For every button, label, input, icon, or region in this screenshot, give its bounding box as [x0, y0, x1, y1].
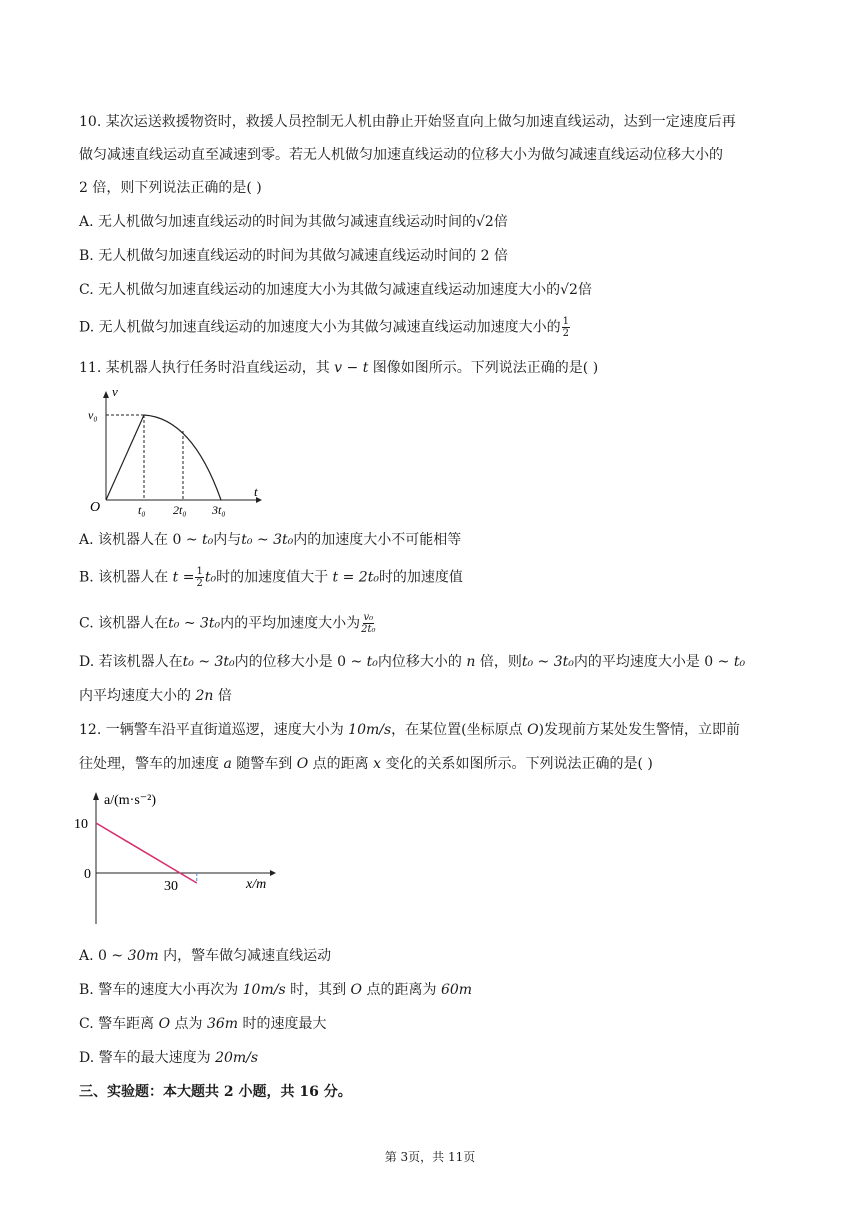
math: t₀ ~ 3t₀	[521, 654, 574, 670]
q12-c-text2: 点为	[170, 1016, 207, 1032]
y-axis-arrow	[103, 391, 109, 398]
math: t₀ ~ 3t₀	[241, 532, 294, 548]
math: 10m/s	[348, 722, 392, 738]
math: t₀	[366, 654, 378, 670]
math: 2n	[195, 688, 214, 704]
math: O	[527, 722, 539, 738]
math: t =	[172, 569, 195, 586]
q11-c-text1: C. 该机器人在	[79, 615, 169, 632]
q10-option-b: B. 无人机做匀加速直线运动的时间为其做匀减速直线运动时间的 2 倍	[79, 248, 508, 264]
q11-stem	[79, 358, 598, 378]
q12-stem-text2: ，在某位置(坐标原点	[391, 722, 528, 738]
q11-a-text1: A. 该机器人在 0 ~	[79, 532, 202, 548]
q12-d-text1: D. 警车的最大速度为	[79, 1050, 216, 1066]
q11-d-text4: 倍，则	[475, 654, 522, 670]
math: O	[158, 1016, 171, 1032]
q11-d-text2: 内的位移大小是 0 ~	[234, 654, 367, 670]
fraction-denominator: 2t₀	[361, 624, 376, 635]
math: t₀	[202, 532, 214, 548]
math: t₀ ~ 3t₀	[168, 615, 221, 632]
q11-d-text5: 内的平均速度大小是 0 ~	[573, 654, 734, 670]
math: O	[350, 982, 363, 998]
q11-c-text2: 内的平均加速度大小为	[220, 615, 361, 632]
q10-option-d	[79, 316, 571, 339]
q10-option-a-text: A. 无人机做匀加速直线运动的时间为其做匀减速直线运动时间的	[79, 214, 477, 230]
q10-option-a	[79, 212, 508, 232]
q12-option-d	[79, 1048, 258, 1068]
q12-option-b	[79, 980, 472, 1000]
q12-b-text3: 点的距离为	[362, 982, 441, 998]
fraction	[562, 316, 570, 339]
q11-d-text1: D. 若该机器人在	[79, 654, 183, 670]
t-tick-2t0: 2t₀	[173, 503, 187, 517]
fraction	[361, 612, 375, 635]
y-axis-arrow	[93, 792, 99, 800]
q11-a-text2: 内与	[213, 532, 242, 548]
y-tick-0: 0	[84, 867, 91, 882]
page-footer: 第 3页，共 11页	[384, 1150, 476, 1164]
x-tick-30: 30	[164, 879, 178, 894]
q10-stem-line2: 做匀减速直线运动直至减速到零。若无人机做匀加速直线运动的位移大小为做匀减速直线运动位移大小的	[79, 147, 723, 163]
q10-stem-line3: 2 倍，则下列说法正确的是( )	[79, 180, 262, 196]
math: x	[373, 756, 382, 772]
x-axis-arrow	[270, 870, 276, 876]
y-axis-label: a/(m·s⁻²)	[104, 793, 157, 808]
q12-stem-line1	[79, 720, 740, 740]
math: t = 2t₀	[332, 569, 379, 586]
q11-b-text2: 时的加速度值大于	[216, 569, 333, 586]
math: t₀ ~ 3t₀	[182, 654, 235, 670]
q11-d-text6: 内平均速度大小的	[79, 688, 196, 704]
q12-stem-text4: 往处理，警车的加速度	[79, 756, 224, 772]
q12-stem-text7: 变化的关系如图所示。下列说法正确的是( )	[381, 756, 653, 772]
q10-option-d-text: D. 无人机做匀加速直线运动的加速度大小为其做匀减速直线运动加速度大小的	[79, 319, 561, 336]
fraction-numerator: 1	[562, 316, 569, 327]
math: t₀	[204, 569, 217, 586]
fraction-denominator: 2	[562, 328, 569, 339]
q10-option-c-suffix: 倍	[577, 282, 592, 298]
math: 20m/s	[215, 1050, 259, 1066]
q12-stem-text1: 12. 一辆警车沿平直街道巡逻，速度大小为	[79, 722, 349, 738]
math: 10m/s	[242, 982, 286, 998]
q12-c-text3: 时的速度最大	[238, 1016, 327, 1032]
math: a	[223, 756, 232, 772]
sqrt-symbol: √2	[476, 214, 494, 230]
q11-b-text3: 时的加速度值	[378, 569, 463, 586]
fraction-numerator: v₀	[363, 612, 374, 623]
math: n	[466, 654, 476, 670]
q12-stem-line2	[79, 754, 653, 774]
q11-stem-text: 11. 某机器人执行任务时沿直线运动，其	[79, 360, 335, 376]
math: 30m	[127, 948, 159, 964]
y-tick-10: 10	[74, 817, 88, 832]
math: 36m	[206, 1016, 239, 1032]
t-tick-t0: t₀	[138, 503, 146, 517]
section-heading: 三、实验题：本大题共 2 小题，共 16 分。	[79, 1084, 352, 1100]
math: t₀	[733, 654, 746, 670]
q11-d-text3: 内位移大小的	[377, 654, 467, 670]
q12-ax-graph	[74, 786, 284, 928]
fraction-denominator: 2	[196, 578, 203, 589]
origin-label: O	[90, 500, 101, 515]
q11-option-a	[79, 530, 461, 550]
math: O	[296, 756, 309, 772]
q11-option-d-line2	[79, 686, 232, 706]
math-vt: v − t	[334, 360, 369, 376]
t-tick-3t0: 3t₀	[212, 503, 226, 517]
q10-option-c	[79, 280, 592, 300]
q12-b-text1: B. 警车的速度大小再次为	[79, 982, 243, 998]
q11-option-d-line1	[79, 652, 745, 672]
q12-b-text2: 时，其到	[285, 982, 351, 998]
q11-option-c	[79, 612, 377, 635]
fraction-numerator: 1	[196, 566, 203, 577]
q11-a-text3: 内的加速度大小不可能相等	[293, 532, 462, 548]
q11-d-text7: 倍	[213, 688, 232, 704]
x-axis-label: t	[254, 484, 258, 499]
q12-option-c	[79, 1014, 327, 1034]
v0-label: v₀	[88, 408, 98, 422]
q12-stem-text3: )发现前方某处发生警情，立即前	[538, 722, 741, 738]
math: 60m	[440, 982, 473, 998]
sqrt-symbol: √2	[560, 282, 578, 298]
accel-segment	[106, 415, 144, 500]
q11-option-b	[79, 566, 463, 589]
q11-vt-graph	[84, 386, 264, 518]
q12-a-text2: 内，警车做匀减速直线运动	[158, 948, 332, 964]
q12-stem-text6: 点的距离	[308, 756, 374, 772]
q12-stem-text5: 随警车到	[231, 756, 297, 772]
series-line	[96, 823, 197, 883]
q11-b-text1: B. 该机器人在	[79, 569, 173, 586]
q10-option-a-suffix: 倍	[493, 214, 508, 230]
q12-option-a	[79, 946, 331, 966]
q12-a-text1: A. 0 ~	[79, 948, 128, 964]
y-axis-label: v	[112, 384, 118, 399]
x-axis-label: x/m	[246, 877, 267, 892]
fraction	[195, 566, 203, 589]
q12-c-text1: C. 警车距离	[79, 1016, 159, 1032]
q11-stem-suffix: 图像如图所示。下列说法正确的是( )	[368, 360, 599, 376]
q10-option-c-text: C. 无人机做匀加速直线运动的加速度大小为其做匀减速直线运动加速度大小的	[79, 282, 561, 298]
q10-stem-line1: 10. 某次运送救援物资时，救援人员控制无人机由静止开始竖直向上做匀加速直线运动，达到一定速度后再	[79, 114, 736, 130]
